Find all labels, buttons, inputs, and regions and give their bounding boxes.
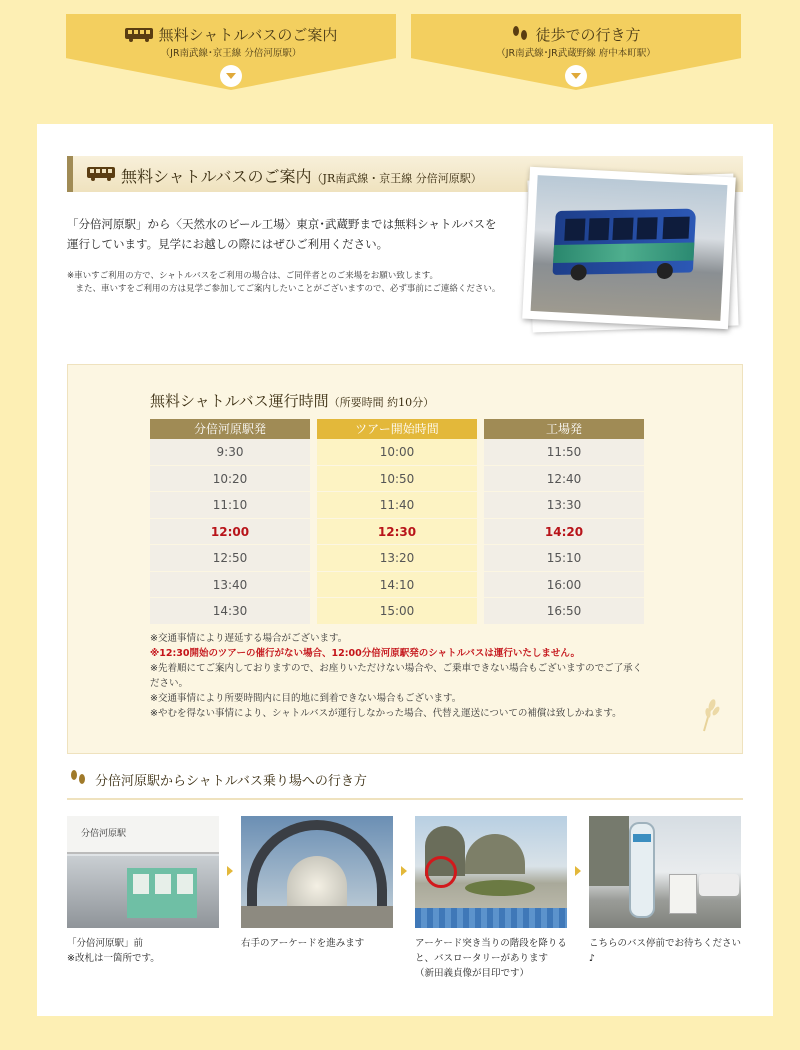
time-cell: 10:00 [317, 439, 477, 466]
tab-title: 無料シャトルバスのご案内 [66, 24, 396, 45]
timetable-title: 無料シャトルバス運行時間（所要時間 約10分） [150, 392, 435, 410]
wheat-icon [698, 697, 722, 733]
timetable-notes [150, 631, 650, 721]
tab-subtitle: （JR南武線･JR武蔵野線 府中本町駅） [496, 48, 656, 59]
note-line: ※やむを得ない事情により、シャトルバスが運行しなかった場合、代替え運送についての補償は致しかねます。 [150, 708, 622, 719]
step-caption: アーケード突き当りの階段を降りると、バスロータリーがあります （新田義貞像が目印です） [415, 938, 567, 979]
chevron-down-icon[interactable] [220, 65, 242, 87]
timetable-box [67, 364, 743, 754]
directions-header [67, 766, 743, 800]
footsteps-icon [511, 26, 529, 42]
time-cell: 12:50 [150, 545, 310, 572]
arrow-right-icon [401, 866, 407, 876]
time-cell: 10:20 [150, 466, 310, 493]
red-circle-marker [425, 856, 457, 888]
time-cell: 15:00 [317, 598, 477, 625]
chevron-down-icon[interactable] [565, 65, 587, 87]
time-cell: 14:10 [317, 572, 477, 599]
arrow-right-icon [575, 866, 581, 876]
station-departure-column [150, 419, 310, 625]
station-photo [67, 816, 219, 928]
arcade-photo [241, 816, 393, 928]
tour-start-column [317, 419, 477, 625]
time-cell: 9:30 [150, 439, 310, 466]
tab-shuttle-bus[interactable] [66, 14, 396, 90]
time-cell: 16:00 [484, 572, 644, 599]
footsteps-icon [69, 770, 87, 786]
step-caption: こちらのバス停前でお待ちください♪ [589, 938, 742, 964]
note-line: ※先着順にてご案内しておりますので、お座りいただけない場合や、ご乗車できない場合もございますのでご了承ください。 [150, 663, 643, 689]
factory-departure-column [484, 419, 644, 625]
time-cell-highlight: 12:30 [317, 519, 477, 546]
wheelchair-note: ※車いすご利用の方で、シャトルバスをご利用の場合は、ご同伴者とのご来場をお願い致します。 また、車いすをご利用の方は見学ご参加してご案内したいことがございますので、必ず事前にご連絡ください。 [67, 271, 501, 294]
time-cell: 13:30 [484, 492, 644, 519]
bus-rotary-photo [415, 816, 567, 928]
note-line-important: ※12:30開始のツアーの催行がない場合、12:00分倍河原駅発のシャトルバスは運行いたしません。 [150, 648, 580, 659]
station-sign: 分倍河原駅 [81, 829, 127, 839]
main-panel [37, 124, 773, 1016]
bus-photo [522, 167, 736, 330]
bus-icon [125, 28, 153, 42]
time-cell: 13:20 [317, 545, 477, 572]
tab-title: 徒歩での行き方 [411, 24, 741, 45]
time-cell: 12:40 [484, 466, 644, 493]
direction-step-1 [67, 816, 219, 966]
shuttle-bus-image [552, 209, 696, 275]
time-cell-highlight: 12:00 [150, 519, 310, 546]
arrow-right-icon [227, 866, 233, 876]
tab-subtitle: （JR南武線･京王線 分倍河原駅） [160, 48, 302, 59]
column-header: 分倍河原駅発 [150, 419, 310, 439]
section-title: 無料シャトルバスのご案内（JR南武線・京王線 分倍河原駅） [121, 167, 482, 186]
time-cell: 13:40 [150, 572, 310, 599]
bus-icon [87, 167, 115, 181]
time-cell: 16:50 [484, 598, 644, 625]
direction-step-4 [589, 816, 741, 966]
bus-stop-photo [589, 816, 741, 928]
step-caption: 右手のアーケードを進みます [241, 938, 365, 949]
note-line: ※交通事情により所要時間内に目的地に到着できない場合もございます。 [150, 693, 462, 704]
direction-step-2 [241, 816, 393, 951]
time-cell: 14:30 [150, 598, 310, 625]
time-cell: 10:50 [317, 466, 477, 493]
column-header: 工場発 [484, 419, 644, 439]
directions-title: 分倍河原駅からシャトルバス乗り場への行き方 [95, 774, 367, 789]
time-cell: 11:10 [150, 492, 310, 519]
time-cell: 15:10 [484, 545, 644, 572]
time-cell: 11:40 [317, 492, 477, 519]
note-line: ※交通事情により遅延する場合がございます。 [150, 633, 348, 644]
direction-step-3 [415, 816, 567, 981]
step-caption: 「分倍河原駅」前 ※改札は一箇所です。 [67, 938, 160, 964]
column-header: ツアー開始時間 [317, 419, 477, 439]
time-cell-highlight: 14:20 [484, 519, 644, 546]
time-cell: 11:50 [484, 439, 644, 466]
tab-walking[interactable] [411, 14, 741, 90]
intro-text: 「分倍河原駅」から〈天然水のビール工場〉東京･武蔵野までは無料シャトルバスを運行しています。見学にお越しの際にはぜひご利用ください。 [67, 217, 497, 251]
